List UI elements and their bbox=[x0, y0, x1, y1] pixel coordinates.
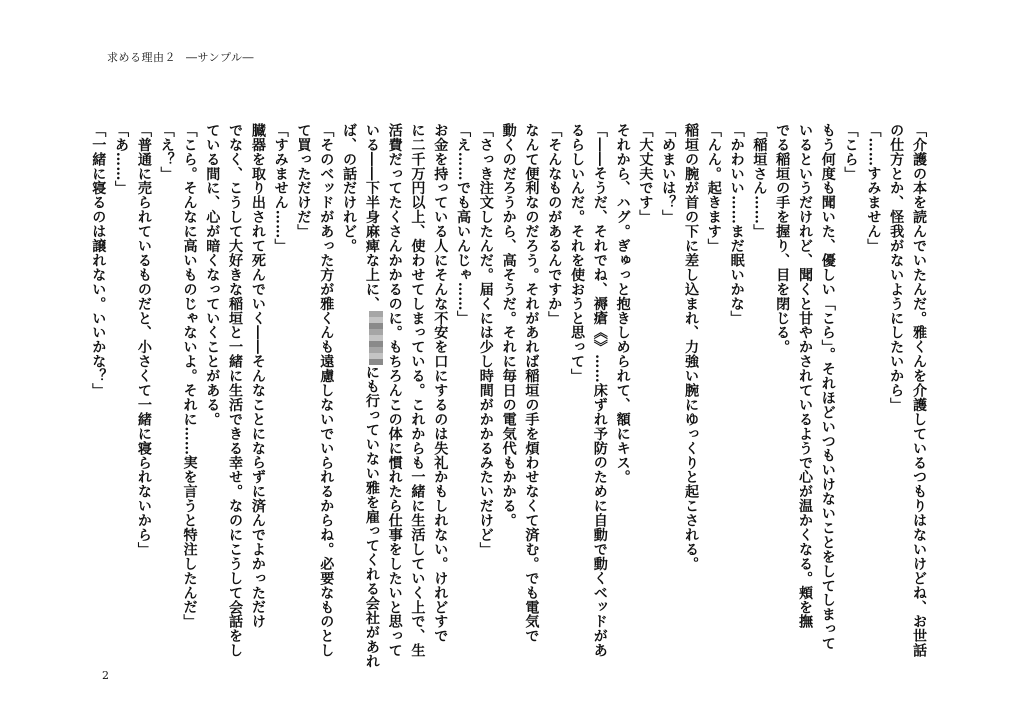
text-line: 「めまいは？」 bbox=[660, 123, 677, 225]
text-line: 「こら。そんなに高いものじゃないよ。それに……実を言うと特注したんだ」 bbox=[181, 123, 198, 629]
novel-text bbox=[87, 123, 930, 669]
text-line: るらしいんだ。それを使おうと思って」 bbox=[569, 123, 586, 384]
text-line: それから、ハグ。ぎゅっと抱きしめられて、額にキス。 bbox=[614, 123, 631, 485]
page-number: 2 bbox=[102, 669, 109, 682]
text-line: 「え？」 bbox=[158, 123, 175, 181]
text-line: の仕方とか、怪我がないようにしたいから」 bbox=[888, 123, 905, 412]
text-line: 動くのだろうから、高そうだ。それに毎日の電気代もかかる。 bbox=[500, 123, 517, 528]
page-header bbox=[107, 49, 254, 65]
text-line: お金を持っている人にそんな不安を口にするのは失礼かもしれない。けれどすで bbox=[432, 123, 449, 644]
sample-label: ―サンプル― bbox=[186, 51, 255, 64]
text-line: でる稲垣の手を握り、目を閉じる。 bbox=[774, 123, 791, 355]
text-line: 「そんなものがあるんですか」 bbox=[546, 123, 563, 326]
text-line: ている間に、心が暗くなっていくことがある。 bbox=[204, 123, 221, 427]
book-title: 求める理由２ bbox=[107, 51, 176, 64]
text-line: 「大丈夫です」 bbox=[637, 123, 654, 225]
text-line-with-redaction bbox=[360, 123, 383, 669]
text-line: 臓器を取り出されて死んでいく――そんなことにならずに済んでよかっただけ bbox=[249, 123, 266, 629]
text-segment: いる――下半身麻痺な上に、 bbox=[363, 123, 380, 311]
text-line: 「そのベッドがあった方が雅くんも遠慮しないでいられるからね。必要なものとし bbox=[318, 123, 335, 658]
text-line: ば、の話だけれど。 bbox=[341, 123, 358, 254]
text-line: でなく、こうして大好きな稲垣と一緒に生活できる幸せ。なのにこうして会話をし bbox=[227, 123, 244, 658]
text-line: 「普通に売られているものだと、小さくて一緒に寝られないから」 bbox=[135, 123, 152, 557]
text-line: もう何度も聞いた、優しい「こら」。それほどいつもいけないことをしてしまって bbox=[819, 123, 836, 651]
text-line: 「介護の本を読んでいたんだ。雅くんを介護しているつもりはないけどね、お世話 bbox=[911, 123, 927, 658]
text-line: 「かわいい……まだ眠いかな」 bbox=[728, 123, 745, 326]
text-line: 「さっき注文したんだ。届くには少し時間がかかるみたいだけど」 bbox=[477, 123, 494, 557]
text-line: なんて便利なのだろう。それがあれば稲垣の手を煩わせなくて済む。でも電気で bbox=[523, 123, 540, 644]
text-line: 「あ……」 bbox=[113, 123, 130, 196]
text-line: 「え……でも高いんじゃ……」 bbox=[455, 123, 472, 326]
text-line: て買っただけだ」 bbox=[295, 123, 312, 239]
redacted-word-block bbox=[369, 311, 383, 365]
text-line: いるというだけれど、聞くと甘やかされているようで心が温かくなる。頬を撫 bbox=[797, 123, 814, 629]
text-segment: にも行っていない雅を雇ってくれる会社があれ bbox=[363, 364, 380, 669]
text-line: 「こら」 bbox=[842, 123, 859, 181]
text-line: 「すみません……」 bbox=[272, 123, 289, 254]
text-line: 「一緒に寝るのは譲れない。いいかな？」 bbox=[90, 123, 107, 398]
text-line: 「――そうだ、それでね、褥瘡《》……床ずれ予防のために自動で動くベッドがあ bbox=[591, 123, 608, 658]
text-line: 「……すみません」 bbox=[865, 123, 882, 254]
text-line: に二千万円以上、使わせてしまっている。これからも一緒に生活していく上で、生 bbox=[409, 123, 426, 658]
text-line: 活費だってたくさんかかるのに。もちろんこの体に慣れたら仕事をしたいと思って bbox=[386, 123, 403, 658]
text-line: 「んん。起きます」 bbox=[705, 123, 722, 254]
text-line: 稲垣の腕が首の下に差し込まれ、力強い腕にゆっくりと起こされる。 bbox=[683, 123, 700, 571]
text-line: 「稲垣さん……」 bbox=[751, 123, 768, 239]
